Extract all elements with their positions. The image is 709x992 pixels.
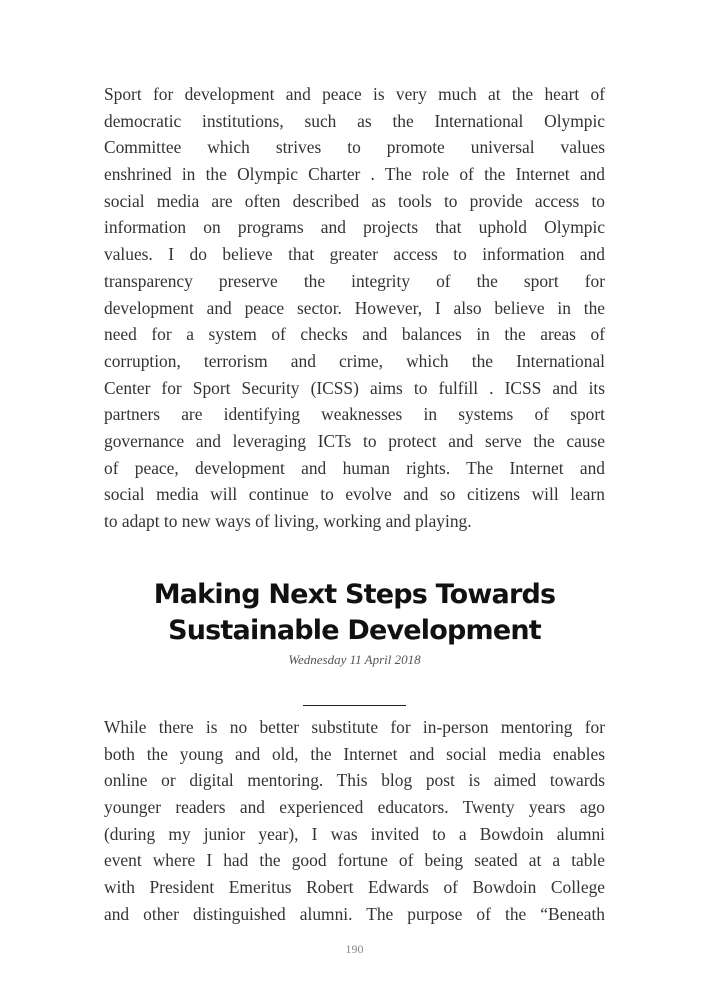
text-line: with President Emeritus Robert Edwards of Bowdoin College	[104, 877, 605, 898]
section-divider	[303, 705, 406, 706]
post-date: Wednesday 11 April 2018	[288, 652, 421, 667]
text-line: of peace, development and human rights. The Internet and	[104, 457, 605, 478]
post-title-line-1: Making Next Steps Towards	[153, 579, 556, 610]
post-title-line-2: Sustainable Development	[168, 615, 541, 646]
text-line: to adapt to new ways of living, working and playing.	[104, 511, 472, 531]
text-line: both the young and old, the Internet and social media enables	[104, 743, 605, 764]
text-line: While there is no better substitute for in-person mentoring for	[104, 717, 605, 737]
body-paragraph-mentoring	[104, 714, 605, 928]
text-line: values. I do believe that greater access to information and	[104, 244, 605, 265]
text-line: Sport for development and peace is very much at the heart of	[104, 84, 605, 104]
post-title	[104, 577, 605, 649]
text-line: information on programs and projects that uphold Olympic	[104, 217, 605, 238]
body-paragraph-icss	[104, 81, 605, 535]
text-line: online or digital mentoring. This blog post is aimed towards	[104, 770, 605, 791]
text-line: partners are identifying weaknesses in systems of sport	[104, 404, 605, 425]
text-line: Committee which strives to promote universal values	[104, 137, 605, 158]
text-line: transparency preserve the integrity of the sport for	[104, 270, 605, 291]
page-number: 190	[345, 942, 364, 956]
text-line: social media will continue to evolve and so citizens will learn	[104, 484, 605, 505]
text-line: need for a system of checks and balances in the areas of	[104, 324, 605, 345]
text-line: corruption, terrorism and crime, which the International	[104, 350, 605, 371]
text-line: and other distinguished alumni. The purpose of the “Beneath	[104, 903, 605, 924]
text-line: (during my junior year), I was invited to a Bowdoin alumni	[104, 823, 605, 844]
text-line: democratic institutions, such as the International Olympic	[104, 110, 605, 131]
text-line: enshrined in the Olympic Charter . The role of the Internet and	[104, 164, 605, 185]
text-line: governance and leveraging ICTs to protect and serve the cause	[104, 430, 605, 451]
text-line: younger readers and experienced educators. Twenty years ago	[104, 797, 605, 818]
text-line: Center for Sport Security (ICSS) aims to fulfill . ICSS and its	[104, 377, 605, 398]
text-line: event where I had the good fortune of being seated at a table	[104, 850, 605, 871]
text-line: social media are often described as tools to provide access to	[104, 190, 605, 211]
text-line: development and peace sector. However, I also believe in the	[104, 297, 605, 318]
